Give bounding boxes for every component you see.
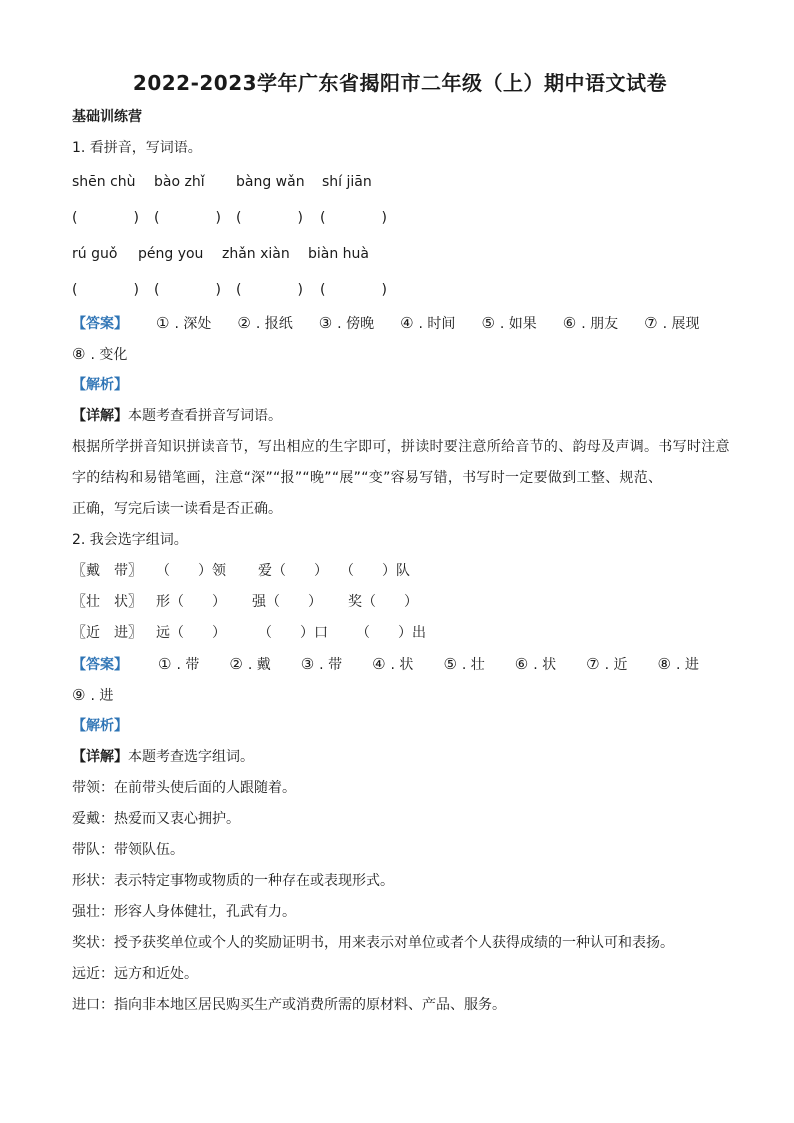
answer-item: ② . 戴 bbox=[229, 655, 271, 673]
answer-tag: 【答案】 bbox=[72, 316, 128, 332]
word-blank: 强（ ） bbox=[252, 594, 322, 610]
q2-option-row bbox=[72, 587, 728, 618]
answer-blank: ( ) bbox=[154, 210, 221, 226]
explanation-line: 奖状：授予获奖单位或个人的奖励证明书，用来表示对单位或者个人获得成绩的一种认可和表扬。 bbox=[72, 935, 674, 951]
answer-blank: ( ) bbox=[72, 282, 139, 298]
word-blank: 奖（ ） bbox=[348, 594, 418, 610]
detail-tag: 【详解】 bbox=[72, 408, 128, 424]
answer-item: ⑥ . 状 bbox=[514, 655, 557, 673]
word-blank: （ ）领 bbox=[156, 563, 226, 579]
answer-item: ⑨ . 进 bbox=[72, 686, 114, 704]
q2-option-row bbox=[72, 618, 728, 649]
q1-explanation bbox=[72, 432, 728, 525]
answer-item: ① . 带 bbox=[158, 655, 200, 673]
option-chars: 〖壮 状〗 bbox=[72, 594, 142, 610]
answer-item: ⑥ . 朋友 bbox=[562, 314, 619, 332]
explanation-line: 爱戴：热爱而又衷心拥护。 bbox=[72, 811, 240, 827]
detail-text: 本题考查选字组词。 bbox=[128, 749, 254, 765]
word-blank: 形（ ） bbox=[156, 594, 226, 610]
q1-pinyin-row-2 bbox=[72, 236, 728, 272]
q2-answer-line bbox=[72, 649, 728, 680]
explanation-line: 远近：远方和近处。 bbox=[72, 966, 198, 982]
pinyin: biàn huà bbox=[308, 246, 370, 262]
answer-blank: ( ) bbox=[72, 210, 139, 226]
q1-detail bbox=[72, 401, 728, 432]
answer-item: ④ . 时间 bbox=[400, 314, 456, 332]
option-chars: 〖戴 带〗 bbox=[72, 563, 142, 579]
answer-item: ⑧ . 进 bbox=[657, 655, 699, 673]
section-heading: 基础训练营 bbox=[72, 109, 142, 125]
word-blank: 爱（ ） bbox=[258, 563, 328, 579]
explanation-line: 带领：在前带头使后面的人跟随着。 bbox=[72, 780, 296, 796]
answer-blank: ( ) bbox=[236, 210, 303, 226]
detail-tag: 【详解】 bbox=[72, 749, 128, 765]
pinyin: shēn chù bbox=[72, 174, 136, 190]
analysis-tag: 【解析】 bbox=[72, 377, 128, 393]
q2-answer-line-2 bbox=[72, 680, 728, 711]
word-blank: （ ）队 bbox=[340, 563, 410, 579]
explanation-line: 进口：指向非本地区居民购买生产或消费所需的原材料、产品、服务。 bbox=[72, 997, 506, 1013]
q2-option-row bbox=[72, 556, 728, 587]
q2-detail bbox=[72, 742, 728, 773]
pinyin: shí jiān bbox=[322, 174, 372, 190]
q1-stem: 1. 看拼音，写词语。 bbox=[72, 140, 202, 156]
word-blank: 远（ ） bbox=[156, 625, 226, 641]
explanation-line: 带队：带领队伍。 bbox=[72, 842, 184, 858]
q1-blank-row-2 bbox=[72, 272, 728, 308]
answer-tag: 【答案】 bbox=[72, 657, 128, 673]
q2-stem: 2. 我会选字组词。 bbox=[72, 532, 188, 548]
answer-item: ⑦ . 展现 bbox=[644, 314, 700, 332]
word-blank: （ ）口 bbox=[258, 625, 328, 641]
answer-item: ③ . 傍晚 bbox=[318, 314, 375, 332]
paragraph-line: 字的结构和易错笔画，注意“深”“报”“晚”“展”“变”容易写错，书写时一定要做到工整、规范、 bbox=[72, 470, 663, 486]
answer-item: ④ . 状 bbox=[372, 655, 414, 673]
q1-blank-row-1 bbox=[72, 200, 728, 236]
exam-page bbox=[72, 66, 728, 1021]
answer-blank: ( ) bbox=[154, 282, 221, 298]
explanation-line: 形状：表示特定事物或物质的一种存在或表现形式。 bbox=[72, 873, 394, 889]
explanation-line: 强壮：形容人身体健壮，孔武有力。 bbox=[72, 904, 296, 920]
answer-item: ⑤ . 壮 bbox=[443, 655, 485, 673]
paragraph-line: 根据所学拼音知识拼读音节，写出相应的生字即可，拼读时要注意所给音节的、韵母及声调。书写时注意 bbox=[72, 439, 730, 455]
q1-pinyin-row-1 bbox=[72, 164, 728, 200]
pinyin: rú guǒ bbox=[72, 246, 118, 262]
answer-blank: ( ) bbox=[320, 282, 387, 298]
pinyin: bào zhǐ bbox=[154, 174, 205, 190]
page-title: 2022-2023学年广东省揭阳市二年级（上）期中语文试卷 bbox=[132, 71, 668, 95]
answer-item: ⑧ . 变化 bbox=[72, 345, 128, 363]
paragraph-line: 正确，写完后读一读看是否正确。 bbox=[72, 501, 282, 517]
answer-item: ② . 报纸 bbox=[237, 314, 293, 332]
answer-item: ③ . 带 bbox=[300, 655, 343, 673]
word-blank: （ ）出 bbox=[356, 625, 426, 641]
detail-text: 本题考查看拼音写词语。 bbox=[128, 408, 282, 424]
q1-answer-line bbox=[72, 308, 728, 339]
answer-item: ① . 深处 bbox=[156, 314, 212, 332]
option-chars: 〖近 进〗 bbox=[72, 625, 142, 641]
answer-item: ⑤ . 如果 bbox=[481, 314, 537, 332]
answer-blank: ( ) bbox=[320, 210, 387, 226]
pinyin: zhǎn xiàn bbox=[222, 246, 290, 262]
analysis-tag: 【解析】 bbox=[72, 718, 128, 734]
pinyin: bàng wǎn bbox=[236, 174, 305, 190]
pinyin: péng you bbox=[138, 246, 204, 262]
q1-answer-line-2 bbox=[72, 339, 728, 370]
answer-blank: ( ) bbox=[236, 282, 303, 298]
answer-item: ⑦ . 近 bbox=[586, 655, 628, 673]
